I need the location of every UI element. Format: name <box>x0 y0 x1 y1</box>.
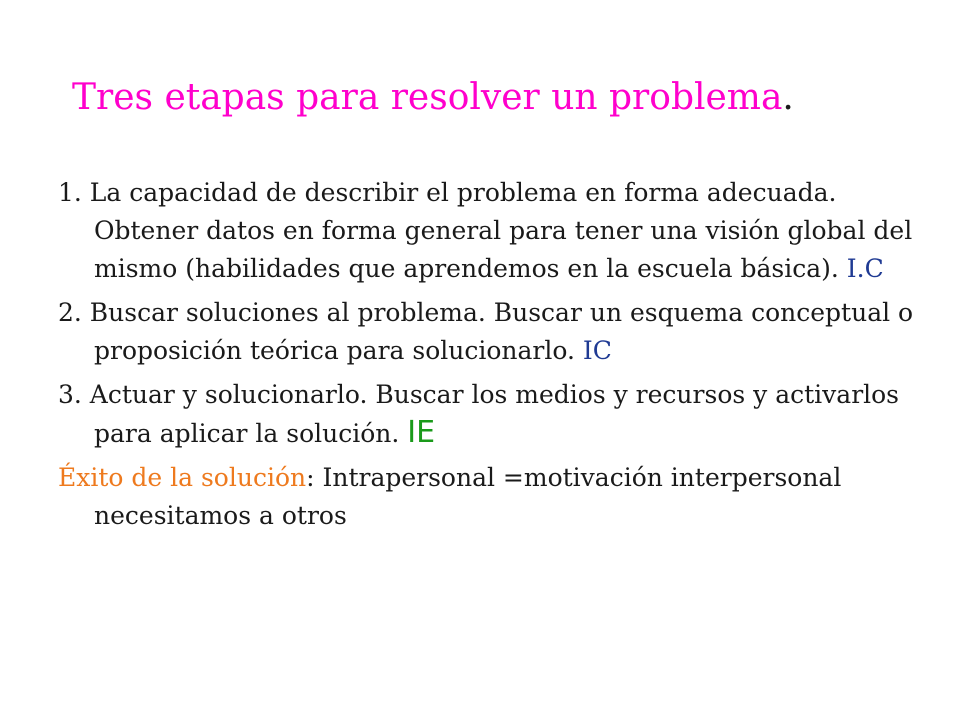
item-1-text: 1. La capacidad de describir el problema en forma adecuada. Obtener datos en forma general para tener una visión global del mismo (habilidades que aprendemos en la escuela básica). <box>58 178 913 283</box>
item-2-tag: IC <box>582 336 612 365</box>
title-period: . <box>782 77 794 118</box>
item-2-text: 2. Buscar soluciones al problema. Buscar un esquema conceptual o proposición teórica para solucionarlo. <box>58 298 914 365</box>
list-item-2 <box>58 294 918 370</box>
title-text: Tres etapas para resolver un problema <box>72 77 783 118</box>
success-text: : Intrapersonal =motivación interpersonal necesitamos a otros <box>94 463 842 530</box>
slide-title <box>72 74 912 122</box>
list-item-1 <box>58 174 918 288</box>
success-line <box>58 459 918 535</box>
list-item-3 <box>58 376 918 453</box>
success-label: Éxito de la solución <box>58 463 307 492</box>
slide-body <box>58 174 918 541</box>
item-3-text: 3. Actuar y solucionarlo. Buscar los medios y recursos y activarlos para aplicar la solución. <box>58 380 900 448</box>
item-3-tag: IE <box>407 415 436 450</box>
item-1-tag: I.C <box>846 254 884 283</box>
